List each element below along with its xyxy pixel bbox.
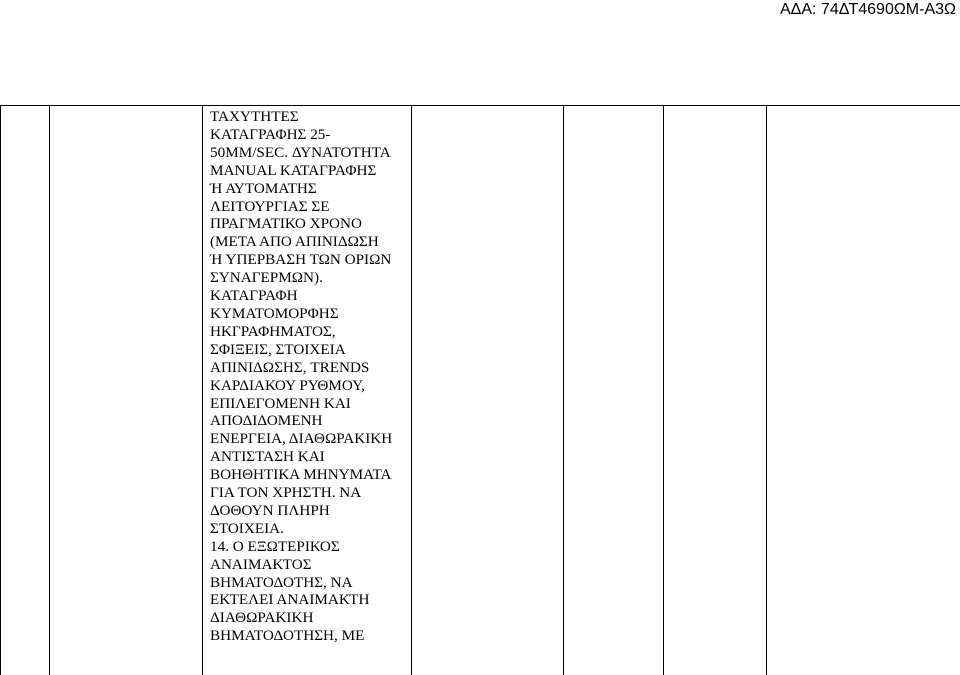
ada-code: ΑΔΑ: 74ΔΤ4690ΩΜ-Α3Ω <box>780 1 956 18</box>
column-border <box>766 105 767 675</box>
column-border <box>49 105 50 675</box>
table-top-border <box>0 105 960 106</box>
column-border <box>202 105 203 675</box>
description-cell: ΤΑΧΥΤΗΤΕΣ ΚΑΤΑΓΡΑΦΗΣ 25- 50MM/SEC. ΔΥΝΑΤΟΤΗΤΑ MANUAL ΚΑΤΑΓΡΑΦΗΣ Ή ΑΥΤΟΜΑΤΗΣ ΛΕΙΤΟΥΡΓΙΑΣ ΣΕ ΠΡΑΓΜΑΤΙΚΟ ΧΡΟΝΟ (ΜΕΤΑ ΑΠΟ ΑΠΙΝΙΔΩΣΗ Ή ΥΠΕΡΒΑΣΗ ΤΩΝ ΟΡΙΩΝ ΣΥΝΑΓΕΡΜΩΝ). ΚΑΤΑΓΡΑΦΗ ΚΥΜΑΤΟΜΟΡΦΗΣ ΗΚΓΡΑΦΗΜΑΤΟΣ, ΣΦΙΞΕΙΣ, ΣΤΟΙΧΕΙΑ ΑΠΙΝΙΔΩΣΗΣ, TRENDS ΚΑΡΔΙΑΚΟΥ ΡΥΘΜΟΥ, ΕΠΙΛΕΓΟΜΕΝΗ ΚΑΙ ΑΠΟΔΙΔΟΜΕΝΗ ΕΝΕΡΓΕΙΑ, ΔΙΑΘΩΡΑΚΙΚΗ ΑΝΤΙΣΤΑΣΗ ΚΑΙ ΒΟΗΘΗΤΙΚΑ ΜΗΝΥΜΑΤΑ ΓΙΑ ΤΟΝ ΧΡΗΣΤΗ. ΝΑ ΔΟΘΟΥΝ ΠΛΗΡΗ ΣΤΟΙΧΕΙΑ. 14. Ο ΕΞΩΤΕΡΙΚΟΣ ΑΝΑΙΜΑΚΤΟΣ ΒΗΜΑΤΟΔΟΤΗΣ, ΝΑ ΕΚΤΕΛΕΙ ΑΝΑΙΜΑΚΤΗ ΔΙΑΘΩΡΑΚΙΚΗ ΒΗΜΑΤΟΔΟΤΗΣΗ, ΜΕ <box>210 108 393 645</box>
column-border <box>0 105 1 675</box>
column-border <box>563 105 564 675</box>
specification-table <box>0 105 960 675</box>
column-border <box>663 105 664 675</box>
